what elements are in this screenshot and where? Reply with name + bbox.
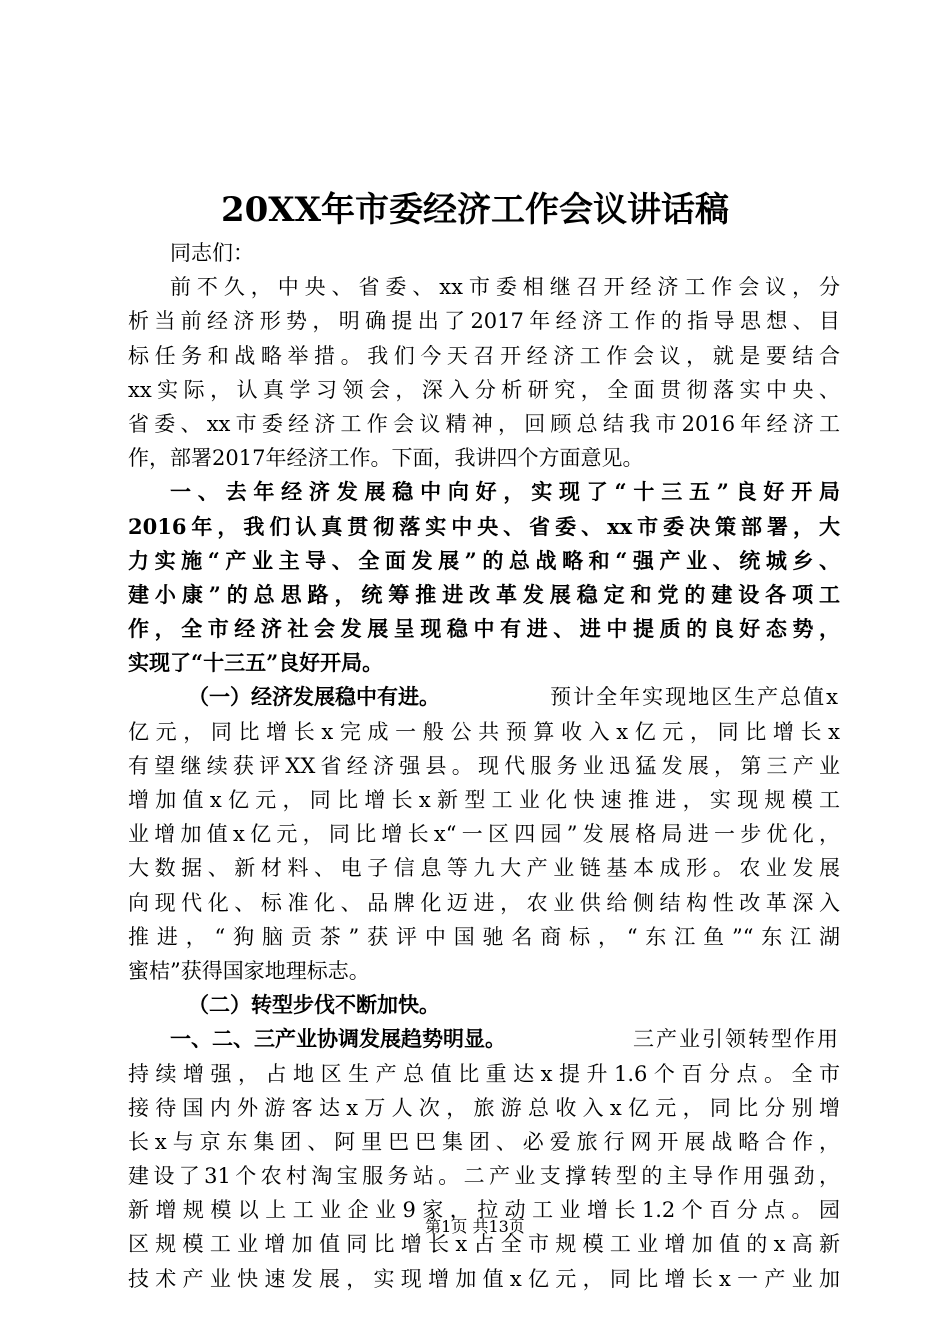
subsection-text: 预计全年实现地区生产总值x: [550, 685, 840, 710]
bold-paragraph-line: 2016年，我们认真贯彻落实中央、省委、xx市委决策部署，大: [128, 513, 840, 539]
paragraph-line: 蜜桔”获得国家地理标志。: [128, 958, 370, 983]
document-title: 20XX年市委经济工作会议讲话稿: [220, 190, 730, 230]
paragraph-line: 有望继续获评XX省经济强县。现代服务业迅猛发展，第三产业: [128, 753, 840, 778]
paragraph-line: 推进，“狗脑贡茶”获评中国驰名商标，“东江鱼”“东江湖: [128, 924, 840, 949]
paragraph-line: 持续增强，占地区生产总值比重达x提升1.6个百分点。全市: [128, 1061, 840, 1086]
paragraph-line: xx实际，认真学习领会，深入分析研究，全面贯彻落实中央、: [128, 377, 840, 402]
paragraph-line: 建设了31个农村淘宝服务站。二产业支撑转型的主导作用强劲，: [128, 1164, 840, 1189]
subsection-heading: （二）转型步伐不断加快。: [188, 992, 440, 1018]
paragraph-line: 增加值x亿元，同比增长x新型工业化快速推进，实现规模工: [128, 788, 840, 812]
paragraph-line: 前不久，中央、省委、xx市委相继召开经济工作会议，分: [170, 275, 840, 300]
paragraph-line: 新增规模以上工业企业9家，拉动工业增长1.2个百分点。园: [128, 1198, 840, 1223]
topic-heading: 一、二、三产业协调发展趋势明显。: [170, 1026, 506, 1052]
bold-paragraph-line: 力实施“产业主导、全面发展”的总战略和“强产业、统城乡、: [128, 547, 840, 573]
section-heading-line: 一、去年经济发展稳中向好，实现了“十三五”良好开局: [170, 479, 840, 505]
page-number-footer: 第1页 共13页: [425, 1217, 525, 1236]
paragraph-line: 接待国内外游客达x万人次，旅游总收入x亿元，同比分别增: [128, 1095, 840, 1120]
topic-text: 三产业引领转型作用: [633, 1027, 840, 1052]
paragraph-line: 析当前经济形势，明确提出了2017年经济工作的指导思想、目: [128, 309, 840, 334]
bold-paragraph-line: 作，全市经济社会发展呈现稳中有进、进中提质的良好态势，: [128, 616, 840, 642]
bold-paragraph-line: 实现了“十三五”良好开局。: [128, 650, 384, 676]
paragraph-line: 向现代化、标准化、品牌化迈进，农业供给侧结构性改革深入: [128, 890, 840, 915]
document-body: [128, 236, 840, 1296]
salutation-line: 同志们：: [170, 241, 254, 265]
paragraph-line: 作，部署2017年经济工作。下面，我讲四个方面意见。: [128, 446, 644, 471]
paragraph-line: 亿元，同比增长x完成一般公共预算收入x亿元，同比增长x: [128, 719, 840, 744]
paragraph-line: 省委、xx市委经济工作会议精神，回顾总结我市2016年经济工: [128, 411, 840, 436]
paragraph-line: 大数据、新材料、电子信息等九大产业链基本成形。农业发展: [128, 856, 840, 881]
subsection-line: [128, 1022, 840, 1056]
paragraph-line: 技术产业快速发展，实现增加值x亿元，同比增长x一产业加: [128, 1266, 840, 1291]
paragraph-line: 长x与京东集团、阿里巴巴集团、必爱旅行网开展战略合作，: [128, 1129, 840, 1154]
subsection-line: [128, 680, 840, 714]
paragraph-line: 标任务和战略举措。我们今天召开经济工作会议，就是要结合: [128, 343, 840, 368]
subsection-heading: （一）经济发展稳中有进。: [188, 684, 440, 710]
paragraph-line: 业增加值x亿元，同比增长x“一区四园”发展格局进一步优化，: [128, 822, 840, 847]
paragraph-line: 区规模工业增加值同比增长x占全市规模工业增加值的x高新: [128, 1232, 840, 1257]
bold-paragraph-line: 建小康”的总思路，统筹推进改革发展稳定和党的建设各项工: [128, 581, 840, 607]
